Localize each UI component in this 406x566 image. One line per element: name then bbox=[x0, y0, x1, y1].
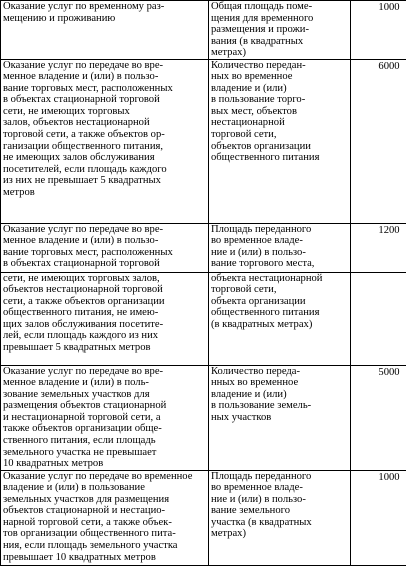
value-text: 1000 bbox=[378, 2, 399, 13]
value-cell bbox=[351, 470, 406, 565]
value-cell bbox=[351, 272, 406, 365]
table-row bbox=[1, 272, 406, 365]
indicator-cell: Количество передан- ных во временное владение и (или) в пользование торго- вых мест, объектов нестационарной торговой сети, объектов организации общественного питания bbox=[209, 59, 351, 223]
table-row bbox=[1, 1, 406, 60]
service-cell: Оказание услуг по передаче во временное владение и (или) в пользование земельных участков для размещения объектов стационарной и нестацио- нарной торговой сети, а также объек- тов организации общественного пита- ния, если площадь земельного участка превышает 10 квадратных метров bbox=[1, 470, 209, 565]
value-cell bbox=[351, 1, 406, 60]
table-row bbox=[1, 470, 406, 565]
service-cell: Оказание услуг по передаче во вре- менное владение и (или) в пользо- вание торговых мест, расположенных в объектах стационарной торговой bbox=[1, 223, 209, 272]
value-text: 6000 bbox=[378, 61, 399, 72]
service-cell: Оказание услуг по временному раз- мещению и проживанию bbox=[1, 1, 209, 60]
table-row bbox=[1, 223, 406, 272]
value-text: 1200 bbox=[378, 225, 399, 236]
value-cell bbox=[351, 365, 406, 470]
indicator-cell: Количество переда- нных во временное владение и (или) в пользование земель- ных участков bbox=[209, 365, 351, 470]
value-cell bbox=[351, 223, 406, 272]
value-cell bbox=[351, 59, 406, 223]
indicator-cell: Площадь переданного во временное владе- ние и (или) в пользо- вание торгового места, bbox=[209, 223, 351, 272]
table-row bbox=[1, 365, 406, 470]
service-cell: Оказание услуг по передаче во вре- менное владение и (или) в поль- зование земельных участков для размещения объектов стационарной и нестационарной торговой сети, а также объектов организации обще- ственного питания, если площадь земельного участка не превышает 10 квадратных метров bbox=[1, 365, 209, 470]
service-cell: Оказание услуг по передаче во вре- менное владение и (или) в пользо- вание торговых мест, расположенных в объектах стационарной торговой сети, не имеющих торговых залов, объектов нестационарной торговой сети, а также объектов ор- ганизации общественного питания, не имеющих залов обслуживания посетителей, если площадь каждого из них не превышает 5 квадратных метров bbox=[1, 59, 209, 223]
indicator-cell: объекта нестационарной торговой сети, объекта организации общественного питания (в квадратных метрах) bbox=[209, 272, 351, 365]
table-row bbox=[1, 59, 406, 223]
service-cell: сети, не имеющих торговых залов, объектов нестационарной торговой сети, а также объектов организации общественного питания, не имею- щих залов обслуживания посетите- лей, если площадь каждого из них превышает 5 квадратных метров bbox=[1, 272, 209, 365]
indicator-cell: Площадь переданного во временное владе- ние и (или) в пользо- вание земельного участка (в квадратных метрах) bbox=[209, 470, 351, 565]
value-text: 1000 bbox=[378, 472, 399, 483]
value-text: 5000 bbox=[378, 367, 399, 378]
indicator-cell: Общая площадь поме- щения для временного размещения и прожи- вания (в квадратных метрах) bbox=[209, 1, 351, 60]
